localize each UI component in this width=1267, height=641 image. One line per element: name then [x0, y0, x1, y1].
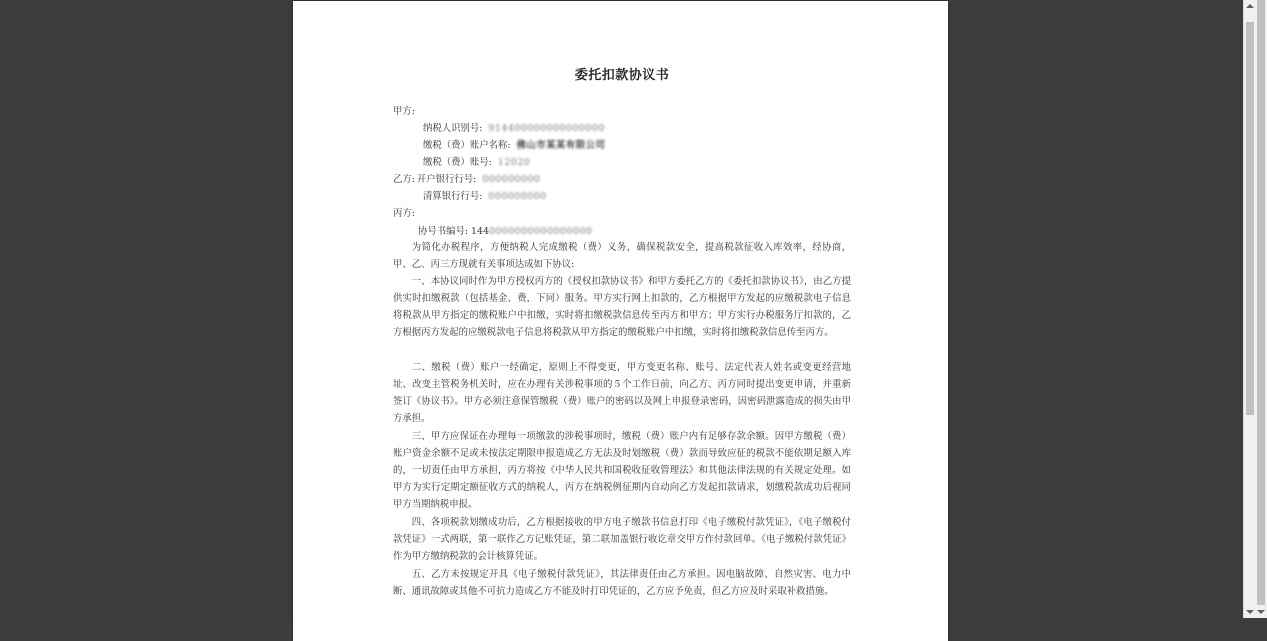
scroll-up-arrow-icon[interactable]: [1246, 4, 1254, 8]
paragraph-clause-5: 五、乙方未按规定开具《电子缴税付款凭证》，其法律责任由乙方承担。因电脑故障、自然灾害、电力中断、通讯故障或其他不可抗力造成乙方不能及时打印凭证的，乙方应予免责，但乙方应及时采取补救措施。: [393, 569, 851, 597]
open-bank-value-redacted: 000000000: [482, 174, 541, 185]
party-c-label: 丙方:: [393, 208, 415, 219]
account-no-label: 缴税（费）账号:: [423, 157, 492, 168]
scrollbar-thumb[interactable]: [1246, 22, 1254, 415]
account-no-value-redacted: 12020: [497, 157, 531, 168]
paragraph-clause-3: 三、甲方应保证在办理每一项缴款的涉税事项时，缴税（费）账户内有足够存款余额。因甲方缴税（费）账户资金余额不足或未按法定期限申报造成乙方无法及时划缴税（费）款而导致应征的税款不能依期足额入库的，一切责任由甲方承担，丙方将按《中华人民共和国税收征收管理法》和其他法律法规的有关规定处理。如甲方为实行定期定额征收方式的纳税人，丙方在纳税例征期内自动向乙方发起扣款请求，划缴税款成功后视同甲方当期纳税申报。: [393, 431, 851, 510]
party-a-label: 甲方:: [393, 106, 415, 117]
vertical-scrollbar[interactable]: [1243, 0, 1256, 618]
outer-scrollbar-thumb[interactable]: [1257, 0, 1265, 605]
clearing-bank-label: 清算银行行号:: [423, 191, 483, 202]
taxpayer-id-value-redacted: 914400000000000000: [488, 123, 605, 134]
account-name-label: 缴税（费）账户名称:: [423, 140, 511, 151]
paragraph-clause-4: 四、各项税款划缴成功后，乙方根据接收的甲方电子缴款书信息打印《电子缴税付款凭证》，《电子缴税付款凭证》一式两联，第一联作乙方记账凭证，第二联加盖银行收讫章交甲方作付款回单。《电子缴税付款凭证》作为甲方缴纳税款的会计核算凭证。: [393, 517, 851, 562]
taxpayer-id-row: [423, 120, 605, 137]
account-name-row: [423, 137, 605, 154]
paragraph-clause-1: 一、本协议同时作为甲方授权丙方的《授权扣款协议书》和甲方委托乙方的《委托扣款协议书》，由乙方提供实时扣缴税款（包括基金、费，下同）服务。甲方实行网上扣款的，乙方根据甲方发起的应缴税款电子信息将税款从甲方指定的缴税账户中扣缴，实时将扣缴税款信息传至丙方和甲方；甲方实行办税服务厅扣款的，乙方根据丙方发起的应缴税款电子信息将税款从甲方指定的缴税账户中扣缴，实时将扣缴税款信息传至丙方。: [393, 276, 851, 338]
paragraph-preamble: 为简化办税程序，方便纳税人完成缴税（费）义务，确保税款安全，提高税款征收入库效率，经协商，甲、乙、丙三方现就有关事项达成如下协议:: [393, 242, 851, 270]
account-name-value-redacted: 佛山市某某有限公司: [516, 140, 606, 151]
party-b-row: [393, 171, 541, 188]
outer-scroll-down-arrow-icon[interactable]: [1257, 610, 1265, 614]
document-title: 委托扣款协议书: [574, 68, 670, 83]
agreement-no-label: 协号书编号:: [418, 226, 469, 237]
clearing-bank-value-redacted: 000000000: [488, 191, 547, 202]
outer-vertical-scrollbar[interactable]: [1256, 0, 1267, 618]
clearing-bank-row: [423, 188, 547, 205]
agreement-no-row: [418, 223, 592, 240]
open-bank-label: 开户银行行号:: [416, 174, 477, 185]
document-page: [293, 1, 948, 641]
paragraph-clause-2: 二、缴税（费）账户一经确定，原则上不得变更，甲方变更名称、账号、法定代表人姓名或变更经营地址、改变主管税务机关时，应在办理有关涉税事项的５个工作日前，向乙方、丙方同时提出变更申请，并重新签订《协议书》。甲方必须注意保管缴税（费）账户的密码以及网上申报登录密码，因密码泄露造成的损失由甲方承担。: [393, 362, 851, 424]
taxpayer-id-label: 纳税人识别号:: [423, 123, 483, 134]
agreement-no-prefix: 144: [471, 226, 489, 237]
account-no-row: [423, 154, 530, 171]
agreement-no-value-redacted: 0000000000000000: [488, 226, 593, 237]
party-b-label: 乙方:: [393, 174, 415, 185]
scroll-down-arrow-icon[interactable]: [1246, 610, 1254, 614]
